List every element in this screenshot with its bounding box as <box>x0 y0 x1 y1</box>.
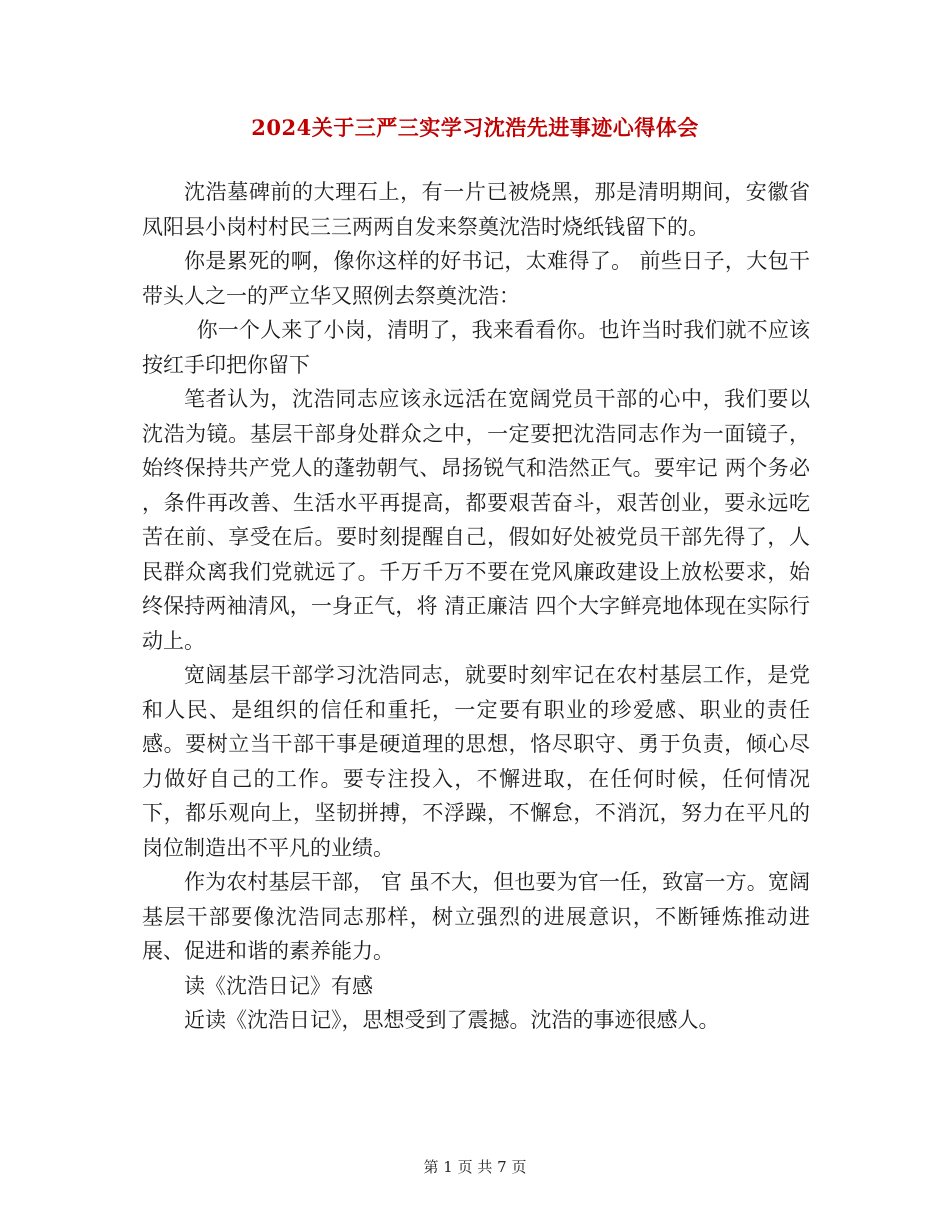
paragraph-3-quote: 你一个人来了小岗，清明了，我来看看你。也许当时我们就不应该按红手印把你留下 <box>142 318 810 377</box>
paragraph-1: 沈浩墓碑前的大理石上，有一片已被烧黑，那是清明期间，安徽省凤阳县小岗村村民三三两两自发来祭奠沈浩时烧纸钱留下的。 <box>142 180 810 239</box>
paragraph-7: 近读《沈浩日记》，思想受到了震撼。沈浩的事迹很感人。 <box>184 1008 720 1032</box>
paragraph-5: 宽阔基层干部学习沈浩同志，就要时刻牢记在农村基层工作，是党和人民、是组织的信任和重托，一定要有职业的珍爱感、职业的责任感。要树立当干部干事是硬道理的思想，恪尽职守、勇于负责，倾心尽力做好自己的工作。要专注投入，不懈进取，在任何时候，任何情况下，都乐观向上，坚韧拼搏，不浮躁，不懈怠，不消沉，努力在平凡的岗位制造出不平凡的业绩。 <box>142 663 810 860</box>
page-number-footer: 第 1 页 共 7 页 <box>423 1158 527 1176</box>
document-title: 2024关于三严三实学习沈浩先进事迹心得体会 <box>251 115 699 140</box>
paragraph-4: 笔者认为，沈浩同志应该永远活在宽阔党员干部的心中，我们要以沈浩为镜。基层干部身处群众之中，一定要把沈浩同志作为一面镜子，始终保持共产党人的蓬勃朝气、昂扬锐气和浩然正气。要牢记 两个务必 ，条件再改善、生活水平再提高，都要艰苦奋斗，艰苦创业，要永远吃苦在前、享受在后。要时刻提醒自己，假如好处被党员干部先得了，人民群众离我们党就远了。千万千万不要在党风廉政建设上放松要求，始终保持两袖清风，一身正气，将 清正廉洁 四个大字鲜亮地体现在实际行动上。 <box>142 387 810 653</box>
document-body <box>142 175 810 1038</box>
section-heading: 读《沈浩日记》有感 <box>184 973 373 998</box>
paragraph-6: 作为农村基层干部， 官 虽不大，但也要为官一任，致富一方。宽阔基层干部要像沈浩同志那样，树立强烈的进展意识，不断锤炼推动进展、促进和谐的素养能力。 <box>142 870 810 963</box>
paragraph-2: 你是累死的啊，像你这样的好书记，太难得了。 前些日子，大包干带头人之一的严立华又照例去祭奠沈浩： <box>142 249 810 308</box>
